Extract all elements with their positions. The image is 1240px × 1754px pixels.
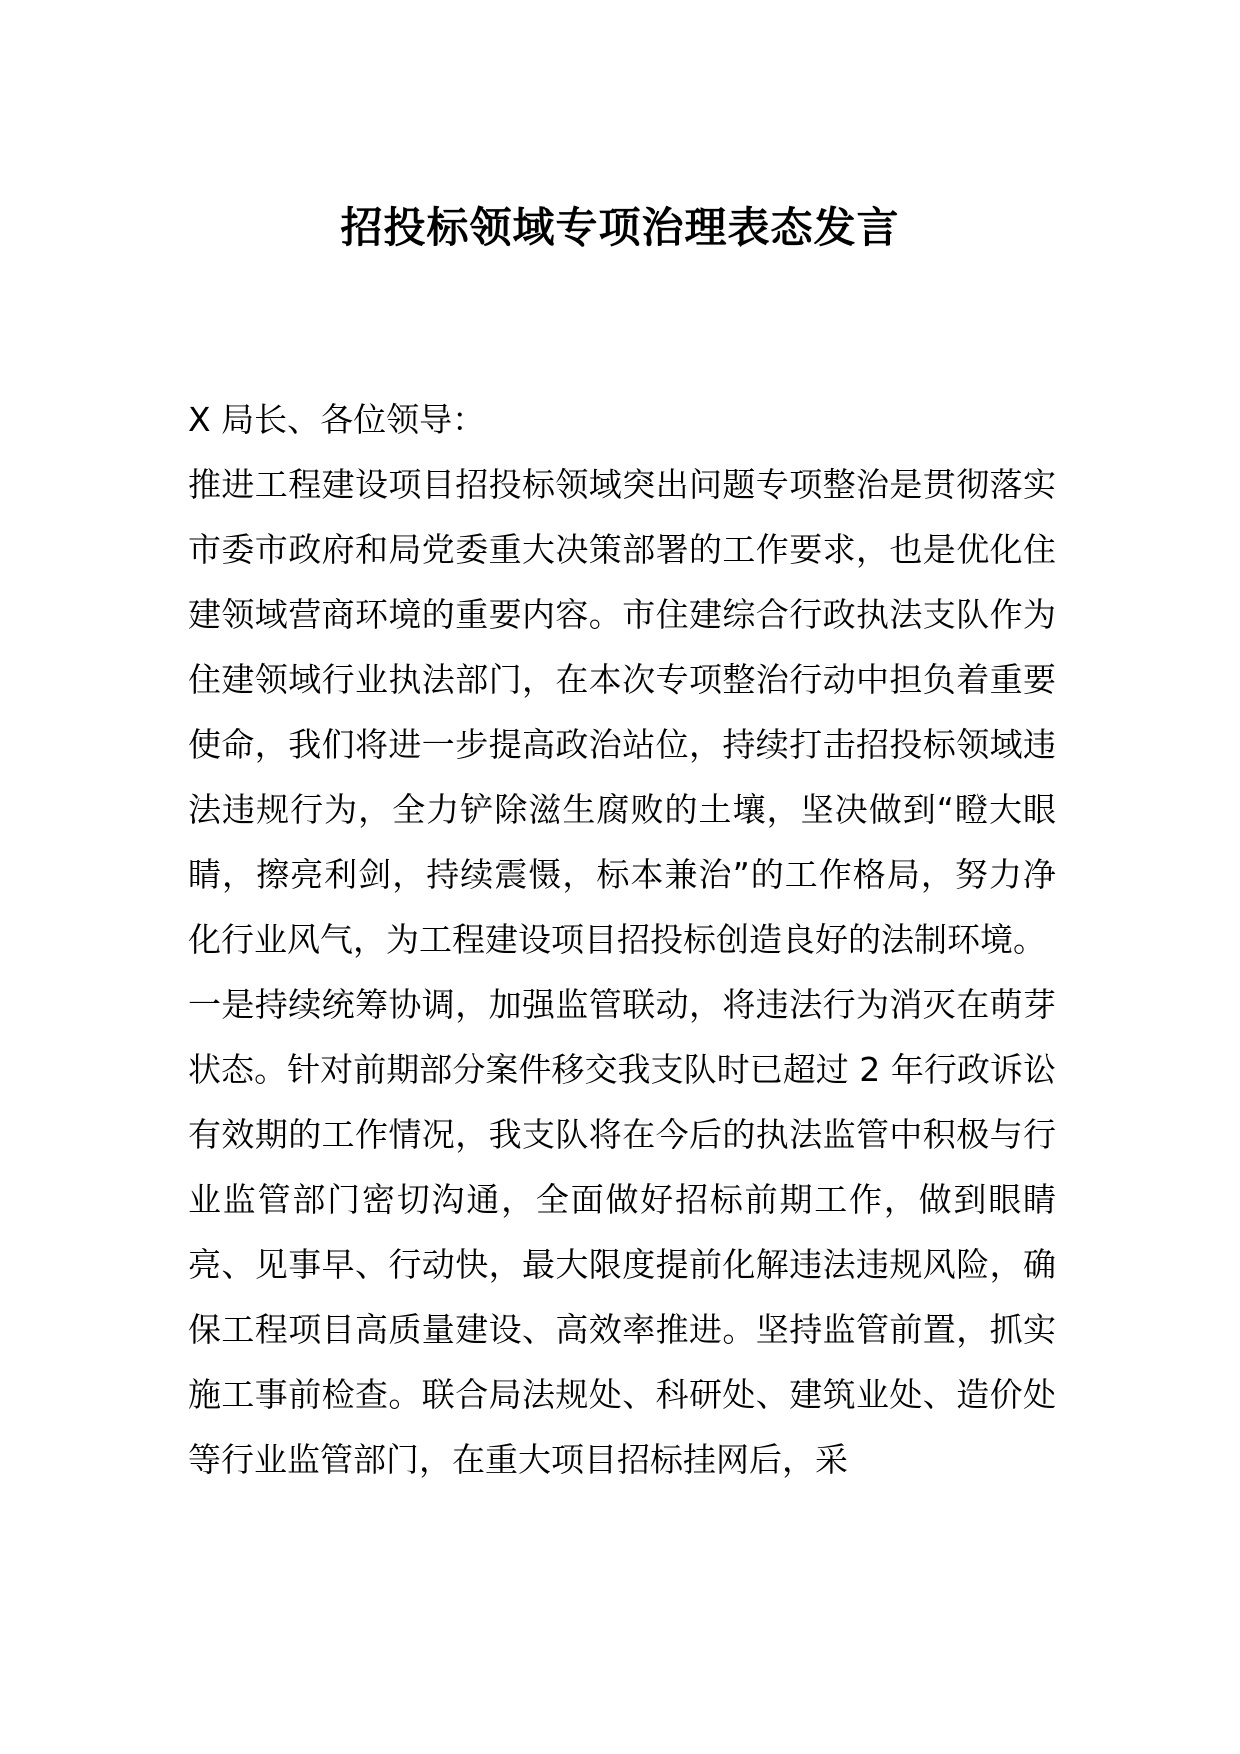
document-title: 招投标领域专项治理表态发言 bbox=[340, 203, 900, 252]
document-body bbox=[188, 387, 1056, 1492]
salutation: X 局长、各位领导： bbox=[188, 400, 486, 439]
paragraph-point-one: 一是持续统筹协调，加强监管联动，将违法行为消灭在萌芽状态。针对前期部分案件移交我支队时已超过 2 年行政诉讼有效期的工作情况，我支队将在今后的执法监管中积极与行业监管部门密切沟通，全面做好招标前期工作，做到眼睛亮、见事早、行动快，最大限度提前化解违法违规风险，确保工程项目高质量建设、高效率推进。坚持监管前置，抓实施工事前检查。联合局法规处、科研处、建筑业处、造价处等行业监管部门，在重大项目招标挂网后，采 bbox=[188, 985, 1056, 1479]
paragraph-intro: 推进工程建设项目招投标领域突出问题专项整治是贯彻落实市委市政府和局党委重大决策部署的工作要求，也是优化住建领域营商环境的重要内容。市住建综合行政执法支队作为住建领域行业执法部门，在本次专项整治行动中担负着重要使命，我们将进一步提高政治站位，持续打击招投标领域违法违规行为，全力铲除滋生腐败的土壤，坚决做到“瞪大眼睛，擦亮利剑，持续震慑，标本兼治”的工作格局，努力净化行业风气，为工程建设项目招投标创造良好的法制环境。 bbox=[188, 465, 1056, 959]
